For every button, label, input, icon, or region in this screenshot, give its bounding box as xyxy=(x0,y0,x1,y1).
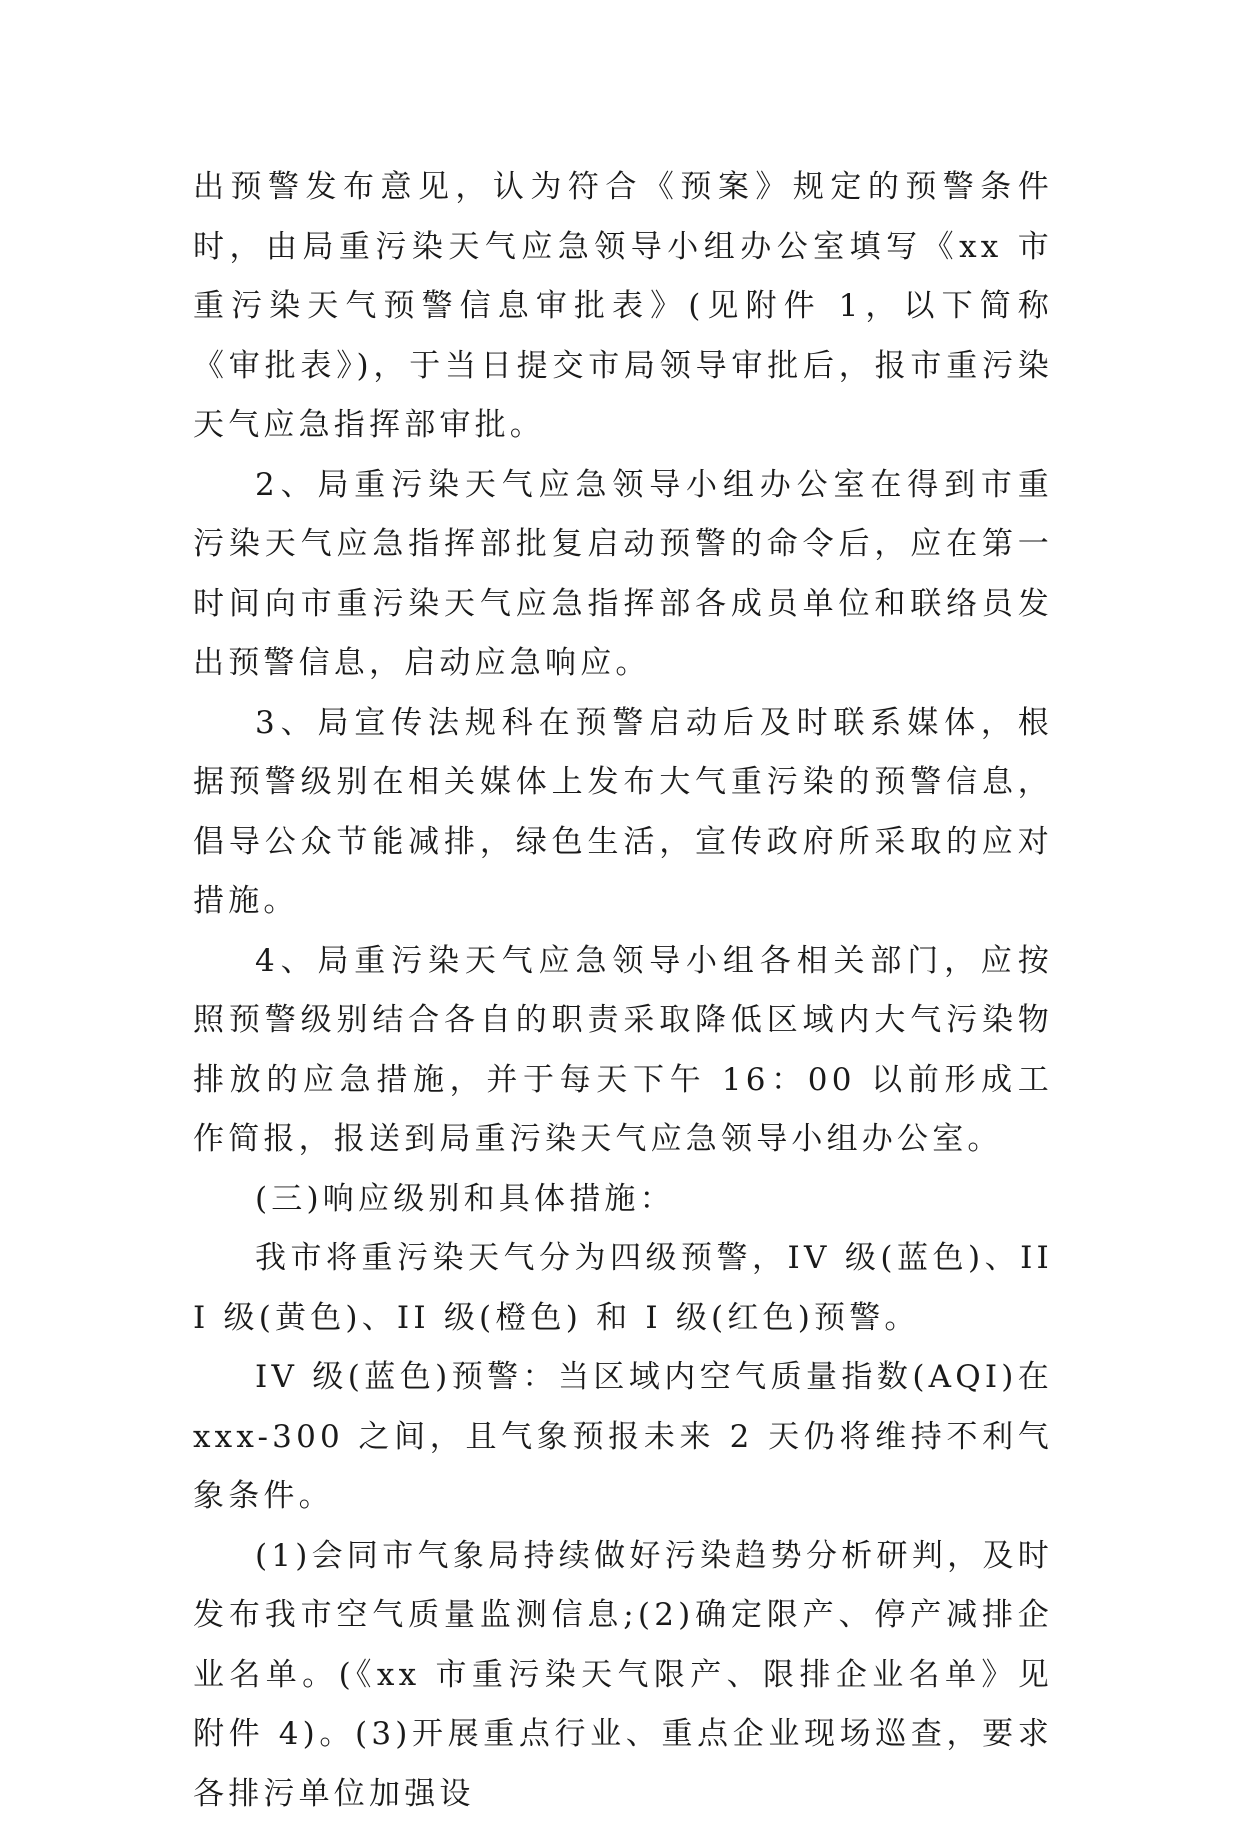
document-body xyxy=(193,158,1053,1824)
text-line: 重污染天气应急指挥部各成员单位和联络员发出预警信息， xyxy=(193,586,1053,682)
text-line: 提交市局领导审批后，报市重污染天气应急指挥部审批。 xyxy=(193,348,1053,444)
text-line: 到局重污染天气应急领导小组办公室。 xyxy=(404,1121,1002,1157)
paragraph xyxy=(193,1170,1053,1230)
paragraph xyxy=(193,694,1053,932)
text-line: 开展重点行业、重点企业现场巡查，要求各排污单位加强设 xyxy=(193,1716,1053,1812)
text-line: 3、局宣传法规科在预警启动后及时联系媒体，根据预 xyxy=(193,705,1053,801)
text-line: 2、局重污染天气应急领导小组办公室在得到市重污染 xyxy=(193,467,1053,563)
text-line: 布我市空气质量监测信息;(2)确定限产、停产减排企业名单。 xyxy=(193,1597,1053,1693)
text-line: 天气应急指挥部批复启动预警的命令后，应在第一时间向市 xyxy=(193,526,1053,622)
text-line: (1)会同市气象局持续做好污染趋势分析研判，及时发 xyxy=(193,1538,1053,1634)
paragraph xyxy=(193,1527,1053,1824)
text-line: 警级别在相关媒体上发布大气重污染的预警信息，倡导公众 xyxy=(193,764,1053,860)
text-line: 启动应急响应。 xyxy=(404,645,650,681)
text-line: 局重污染天气应急领导小组办公室填写《xx 市重污染天气预 xyxy=(193,229,1053,325)
text-line: (黄色)、II 级(橙色) 和 I 级(红色)预警。 xyxy=(259,1300,920,1336)
paragraph xyxy=(193,1348,1053,1527)
text-line: 警级别结合各自的职责采取降低区域内大气污染物排放的 xyxy=(193,1002,1053,1098)
text-line: 节能减排，绿色生活，宣传政府所采取的应对措施。 xyxy=(193,824,1053,920)
text-line: IV 级(蓝色)预警：当区域内空气质量指数(AQI)在 xyxy=(255,1359,1053,1395)
text-line: 应急措施，并于每天下午 16：00 以前形成工作简报，报送 xyxy=(193,1062,1053,1158)
text-line: 警信息审批表》(见附件 1，以下简称《审批表》)，于当日 xyxy=(193,288,1053,384)
paragraph xyxy=(193,1229,1053,1348)
text-line: xxx-300 之间，且气象预报未来 2 天仍将维持不利气象条件。 xyxy=(193,1419,1053,1515)
text-line: (三)响应级别和具体措施： xyxy=(255,1181,675,1217)
text-line: (《xx 市重污染天气限产、限排企业名单》见附件 4)。(3) xyxy=(193,1657,1053,1753)
paragraph xyxy=(193,932,1053,1170)
paragraph xyxy=(193,158,1053,456)
paragraph xyxy=(193,456,1053,694)
text-line: 出预警发布意见，认为符合《预案》规定的预警条件时，由 xyxy=(193,169,1053,265)
text-line: 我市将重污染天气分为四级预警，IV 级(蓝色)、III 级 xyxy=(193,1240,1053,1336)
text-line: 4、局重污染天气应急领导小组各相关部门，应按照预 xyxy=(193,943,1053,1039)
